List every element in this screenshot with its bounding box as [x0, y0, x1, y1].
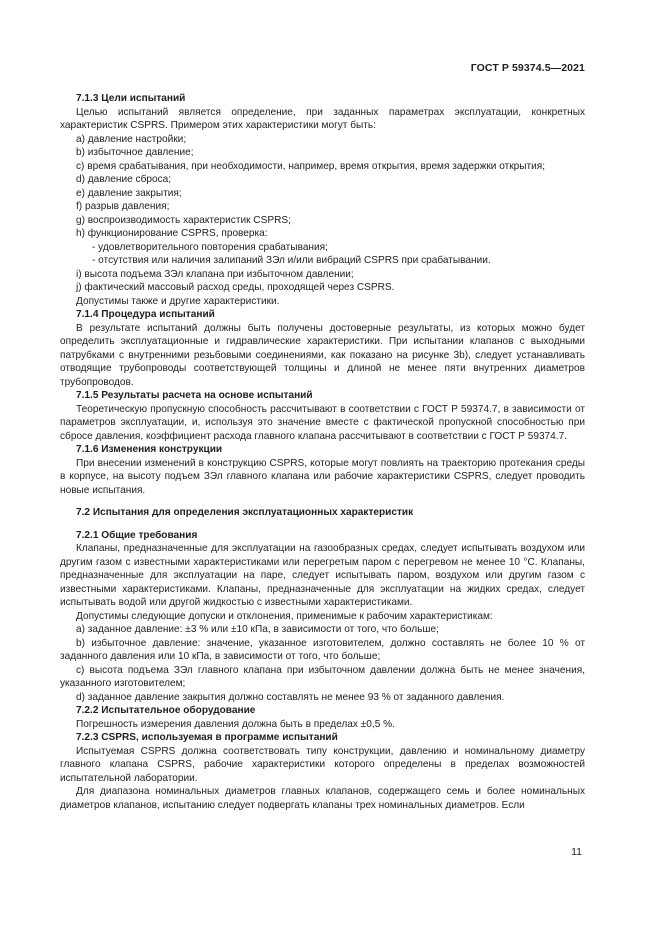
sub-list-item: - отсутствия или наличия залипаний ЗЭл и/или вибраций CSPRS при срабатывании.	[92, 255, 491, 266]
list-item: g) воспроизводимость характеристик CSPRS;	[76, 214, 291, 226]
list-item: i) высота подъема ЗЭл клапана при избыточном давлении;	[76, 268, 354, 280]
list-item: c) высота подъема ЗЭл главного клапана при избыточном давлении должна быть не менее значения, указанного изготовителем;	[60, 664, 585, 689]
document-code-header: ГОСТ Р 59374.5—2021	[470, 62, 585, 74]
list-item: a) давление настройки;	[76, 133, 187, 145]
list-item: a) заданное давление: ±3 % или ±10 кПа, в зависимости от того, что больше;	[76, 624, 439, 635]
list-item: f) разрыв давления;	[76, 201, 170, 212]
paragraph: Клапаны, предназначенные для эксплуатации на газообразных средах, следует испытывать воздухом или другим газом с известными характеристиками или перегретым паром с перегревом не менее 10 °С. Клапаны, предназначенные для эксплуатации на паре, следует испытывать паром, воздухом или другим газом с известными характеристиками. Клапаны, предназначенные для эксплуатации на жидких средах, следует испытывать водой или другой жидкостью с известными характеристиками.	[60, 543, 585, 608]
section-heading: 7.2.2 Испытательное оборудование	[76, 705, 256, 716]
paragraph: Теоретическую пропускную способность рассчитывают в соответствии с ГОСТ Р 59374.7, в зависимости от параметров эксплуатации, и, используя это значение вместе с фактической пропускной способностью при сбросе давления, коэффициент расхода главного клапана рассчитывают в соответствии с ГОСТ Р 59374.7.	[60, 403, 585, 442]
paragraph: Испытуемая CSPRS должна соответствовать типу конструкции, давлению и номинальному диаметру главного клапана CSPRS, рабочие характеристики которого определены в пределах возможностей испытательной лаборатории.	[60, 745, 585, 784]
list-item: b) избыточное давление: значение, указанное изготовителем, должно составлять не более 10 % от заданного давления или 10 кПа, в зависимости от того, что больше;	[60, 637, 585, 662]
list-item: d) давление сброса;	[76, 174, 172, 185]
sub-list-item: - удовлетворительного повторения срабатывания;	[92, 241, 328, 253]
paragraph: Целью испытаний является определение, при заданных параметрах эксплуатации, конкретных характеристик CSPRS. Примером этих характеристики могут быть:	[60, 106, 585, 131]
list-item: b) избыточное давление;	[76, 147, 194, 158]
paragraph: Для диапазона номинальных диаметров главных клапанов, содержащего семь и более номинальных диаметров клапанов, испытанию следует подвергать клапаны трех номинальных диаметров. Если	[60, 786, 585, 811]
section-heading: 7.1.3 Цели испытаний	[76, 93, 186, 104]
list-item: j) фактический массовый расход среды, проходящей через CSPRS.	[76, 282, 395, 293]
paragraph: При внесении изменений в конструкцию CSPRS, которые могут повлиять на траекторию протекания среды в корпусе, на высоту подъем ЗЭл главного клапана или рабочие характеристики CSPRS, следует проводить новые испытания.	[60, 457, 585, 496]
section-heading: 7.1.5 Результаты расчета на основе испытаний	[76, 390, 313, 401]
section-heading: 7.2.3 CSPRS, используемая в программе испытаний	[76, 732, 338, 743]
list-item: d) заданное давление закрытия должно составлять не менее 93 % от заданного давления.	[76, 691, 505, 703]
list-item: h) функционирование CSPRS, проверка:	[76, 228, 268, 239]
section-heading: 7.2.1 Общие требования	[76, 529, 198, 541]
section-heading: 7.2 Испытания для определения эксплуатационных характеристик	[76, 507, 414, 518]
section-heading: 7.1.6 Изменения конструкции	[76, 444, 223, 455]
document-body	[60, 92, 585, 812]
list-item: c) время срабатывания, при необходимости, например, время открытия, время задержки открытия;	[76, 160, 546, 172]
paragraph: Допустимы также и другие характеристики.	[76, 295, 280, 307]
page-number: 11	[571, 846, 582, 858]
list-item: e) давление закрытия;	[76, 187, 182, 199]
paragraph: Допустимы следующие допуски и отклонения, применимые к рабочим характеристикам:	[76, 610, 493, 622]
paragraph: В результате испытаний должны быть получены достоверные результаты, из которых можно будет определить эксплуатационные и гидравлические характеристики. При испытании клапанов с выходными патрубками с внутренними резьбовыми соединениями, как показано на рисунке 3b), следует устанавливать отводящие трубопроводы соответствующей толщины и длиной не менее пяти внутренних диаметров трубопроводов.	[60, 322, 585, 388]
paragraph: Погрешность измерения давления должна быть в пределах ±0,5 %.	[76, 718, 395, 730]
section-heading: 7.1.4 Процедура испытаний	[76, 309, 215, 320]
